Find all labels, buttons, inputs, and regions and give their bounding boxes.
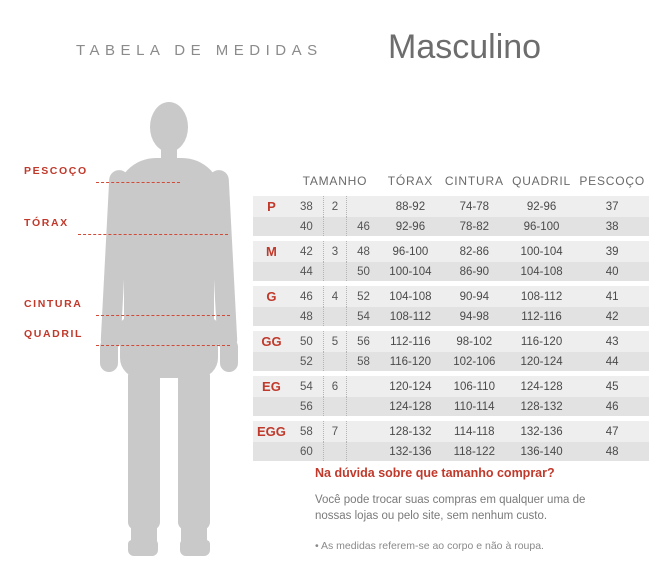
cell-cintura: 110-114	[441, 397, 508, 416]
table-header-row	[253, 168, 649, 196]
silhouette-leg-gap	[0, 88, 14, 238]
cell-mid: 7	[323, 421, 346, 442]
cell-pescoco: 41	[575, 286, 649, 307]
page-header	[0, 28, 657, 78]
header-torax: TÓRAX	[380, 168, 441, 196]
cell-pescoco: 47	[575, 421, 649, 442]
header-tamanho: TAMANHO	[290, 168, 380, 196]
cell-cintura: 78-82	[441, 217, 508, 236]
cell-size	[253, 262, 290, 281]
cell-cintura: 102-106	[441, 352, 508, 371]
table-row	[253, 397, 649, 416]
cell-pescoco: 48	[575, 442, 649, 461]
cell-num2	[347, 196, 380, 217]
cell-torax: 100-104	[380, 262, 441, 281]
cell-size: P	[253, 196, 290, 217]
cell-num2: 46	[347, 217, 380, 236]
cell-torax: 120-124	[380, 376, 441, 397]
cell-mid	[323, 352, 346, 371]
cell-mid	[323, 217, 346, 236]
cell-num2	[347, 376, 380, 397]
silhouette-leg-right	[178, 370, 210, 530]
size-table-wrapper	[253, 168, 649, 461]
cell-num2: 48	[347, 241, 380, 262]
silhouette-foot-left	[128, 540, 158, 556]
header-cintura: CINTURA	[441, 168, 508, 196]
cell-num2: 54	[347, 307, 380, 326]
cell-pescoco: 44	[575, 352, 649, 371]
cell-pescoco: 43	[575, 331, 649, 352]
cell-quadril: 92-96	[508, 196, 576, 217]
cell-mid	[323, 307, 346, 326]
cell-torax: 132-136	[380, 442, 441, 461]
cell-quadril: 112-116	[508, 307, 576, 326]
cell-num: 58	[290, 421, 323, 442]
cell-torax: 112-116	[380, 331, 441, 352]
cell-num: 44	[290, 262, 323, 281]
silhouette-leg-left	[128, 370, 160, 530]
callout-pescoco-label: PESCOÇO	[24, 165, 88, 177]
cell-num: 40	[290, 217, 323, 236]
silhouette-foot-right	[180, 540, 210, 556]
cell-cintura: 98-102	[441, 331, 508, 352]
cell-quadril: 108-112	[508, 286, 576, 307]
cell-quadril: 124-128	[508, 376, 576, 397]
cell-cintura: 114-118	[441, 421, 508, 442]
table-row	[253, 421, 649, 442]
table-row	[253, 196, 649, 217]
cell-quadril: 136-140	[508, 442, 576, 461]
cell-mid: 2	[323, 196, 346, 217]
cell-mid: 6	[323, 376, 346, 397]
cell-torax: 92-96	[380, 217, 441, 236]
cell-quadril: 120-124	[508, 352, 576, 371]
table-row	[253, 331, 649, 352]
page-title: Masculino	[388, 28, 542, 66]
help-note	[315, 466, 645, 554]
table-row	[253, 262, 649, 281]
cell-cintura: 90-94	[441, 286, 508, 307]
callout-pescoco-line	[96, 182, 180, 183]
cell-cintura: 106-110	[441, 376, 508, 397]
header-size	[253, 168, 290, 196]
cell-torax: 96-100	[380, 241, 441, 262]
table-row	[253, 286, 649, 307]
cell-quadril: 128-132	[508, 397, 576, 416]
cell-num: 42	[290, 241, 323, 262]
cell-size	[253, 352, 290, 371]
cell-size: M	[253, 241, 290, 262]
cell-num: 38	[290, 196, 323, 217]
silhouette-hips	[120, 318, 218, 378]
cell-num2: 52	[347, 286, 380, 307]
cell-num: 46	[290, 286, 323, 307]
cell-cintura: 118-122	[441, 442, 508, 461]
cell-quadril: 132-136	[508, 421, 576, 442]
cell-num: 56	[290, 397, 323, 416]
cell-cintura: 86-90	[441, 262, 508, 281]
silhouette-hand-left	[100, 338, 118, 372]
cell-pescoco: 45	[575, 376, 649, 397]
cell-num2	[347, 421, 380, 442]
cell-size	[253, 217, 290, 236]
header-quadril: QUADRIL	[508, 168, 576, 196]
table-row	[253, 442, 649, 461]
cell-cintura: 82-86	[441, 241, 508, 262]
cell-size	[253, 307, 290, 326]
size-table-head	[253, 168, 649, 196]
cell-num2	[347, 397, 380, 416]
cell-num2: 58	[347, 352, 380, 371]
table-row	[253, 307, 649, 326]
cell-num: 50	[290, 331, 323, 352]
cell-size: EGG	[253, 421, 290, 442]
cell-mid	[323, 397, 346, 416]
cell-quadril: 116-120	[508, 331, 576, 352]
cell-num: 60	[290, 442, 323, 461]
callout-torax-label: TÓRAX	[24, 217, 69, 229]
help-note-disclaimer: • As medidas referem-se ao corpo e não à roupa.	[315, 540, 544, 552]
help-note-line-1: Você pode trocar suas compras em qualquer uma de	[315, 494, 586, 506]
callout-cintura-line	[96, 315, 230, 316]
cell-quadril: 104-108	[508, 262, 576, 281]
table-row	[253, 217, 649, 236]
cell-size: EG	[253, 376, 290, 397]
cell-torax: 104-108	[380, 286, 441, 307]
callout-torax-line	[78, 234, 228, 235]
cell-size	[253, 397, 290, 416]
cell-pescoco: 42	[575, 307, 649, 326]
size-table	[253, 168, 649, 461]
cell-quadril: 100-104	[508, 241, 576, 262]
callout-quadril-line	[96, 345, 230, 346]
cell-torax: 88-92	[380, 196, 441, 217]
silhouette-head	[150, 102, 188, 152]
cell-pescoco: 46	[575, 397, 649, 416]
help-note-title: Na dúvida sobre que tamanho comprar?	[315, 466, 555, 480]
help-note-line-2: nossas lojas ou pelo site, sem nenhum custo.	[315, 510, 548, 522]
silhouette-torso	[116, 158, 222, 278]
page-kicker: TABELA DE MEDIDAS	[76, 42, 323, 59]
table-row	[253, 376, 649, 397]
cell-mid	[323, 262, 346, 281]
cell-pescoco: 39	[575, 241, 649, 262]
cell-cintura: 74-78	[441, 196, 508, 217]
cell-torax: 108-112	[380, 307, 441, 326]
cell-pescoco: 38	[575, 217, 649, 236]
cell-pescoco: 40	[575, 262, 649, 281]
cell-cintura: 94-98	[441, 307, 508, 326]
callout-quadril-label: QUADRIL	[24, 328, 84, 340]
cell-size	[253, 442, 290, 461]
cell-num2	[347, 442, 380, 461]
cell-mid: 5	[323, 331, 346, 352]
cell-mid: 4	[323, 286, 346, 307]
cell-num2: 50	[347, 262, 380, 281]
callout-cintura-label: CINTURA	[24, 298, 83, 310]
silhouette-hand-right	[220, 338, 238, 372]
cell-size: GG	[253, 331, 290, 352]
cell-quadril: 96-100	[508, 217, 576, 236]
cell-mid: 3	[323, 241, 346, 262]
header-pescoco: PESCOÇO	[575, 168, 649, 196]
cell-pescoco: 37	[575, 196, 649, 217]
cell-torax: 124-128	[380, 397, 441, 416]
cell-num2: 56	[347, 331, 380, 352]
cell-num: 52	[290, 352, 323, 371]
cell-torax: 128-132	[380, 421, 441, 442]
cell-num: 48	[290, 307, 323, 326]
table-row	[253, 241, 649, 262]
cell-size: G	[253, 286, 290, 307]
cell-torax: 116-120	[380, 352, 441, 371]
cell-num: 54	[290, 376, 323, 397]
size-table-body	[253, 196, 649, 461]
cell-mid	[323, 442, 346, 461]
table-row	[253, 352, 649, 371]
